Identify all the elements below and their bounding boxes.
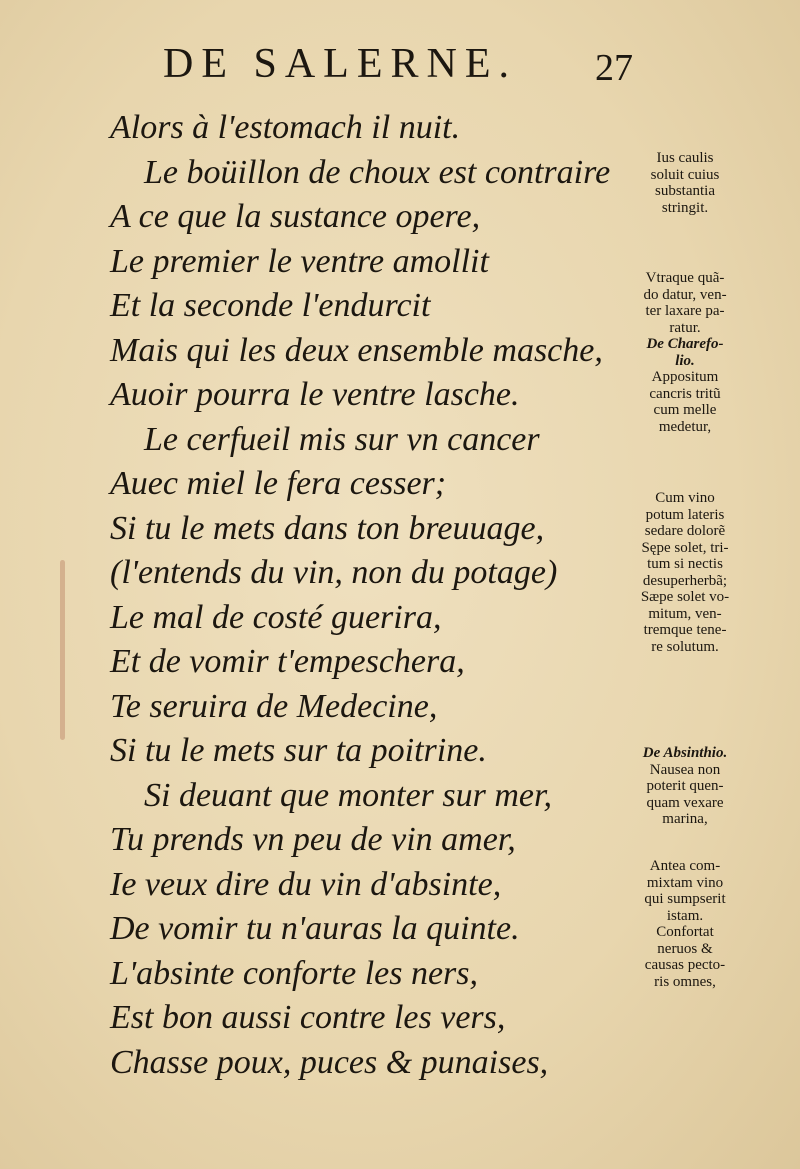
margin-note-line: cum melle [653, 402, 717, 418]
verse-line: (l'entends du vin, non du potage) [110, 554, 558, 591]
margin-note-line: soluit cuius [650, 166, 720, 183]
page-stain [60, 560, 65, 740]
verse-line: Le boüillon de choux est contraire [144, 153, 611, 191]
margin-note-line: istam. [666, 907, 704, 924]
margin-note [610, 270, 760, 435]
margin-note-line: ter laxare pa- [645, 303, 725, 319]
margin-note-line: substantia [655, 183, 715, 199]
margin-note-line: stringit. [661, 199, 709, 216]
verse-line: Chasse poux, puces & punaises, [110, 1043, 549, 1081]
margin-note-line: ris omnes, [654, 973, 716, 990]
verse-line: Le mal de costé guerira, [110, 598, 442, 636]
margin-note [610, 858, 760, 990]
verse-line: Le cerfueil mis sur vn cancer [144, 420, 540, 458]
verse-line: Et la seconde l'endurcit [110, 287, 431, 324]
margin-note-line: re solutum. [651, 638, 719, 655]
margin-note-line: potum lateris [645, 506, 725, 523]
margin-note-line: De Charefo- [646, 336, 724, 352]
verse-line: Et de vomir t'empeschera, [110, 643, 465, 680]
margin-note-line: do datur, ven- [643, 286, 727, 303]
verse-line: Mais qui les deux ensemble masche, [110, 331, 603, 369]
margin-note-line: De Absinthio. [642, 745, 728, 761]
verse-line: Te seruira de Medecine, [110, 687, 438, 725]
margin-note-line: mitum, ven- [648, 605, 722, 622]
verse-line: Auoir pourra le ventre lasche. [110, 376, 520, 413]
verse-line: A ce que la sustance opere, [110, 198, 481, 235]
margin-note [610, 745, 760, 828]
margin-note-line: qui sumpserit [644, 891, 726, 907]
margin-note-line: Nausea non [649, 761, 721, 778]
margin-note-line: cancris tritũ [649, 385, 721, 402]
margin-note-line: tremque tene- [643, 622, 727, 638]
margin-note-line: Vtraque quã- [645, 270, 725, 286]
margin-note [610, 490, 760, 655]
verse-line: L'absinte conforte les ners, [110, 954, 479, 992]
margin-note-line: ratur. [669, 319, 701, 336]
margin-note-line: quam vexare [646, 794, 724, 811]
margin-note-line: tum si nectis [647, 556, 723, 572]
margin-note [610, 150, 760, 216]
page-number: 27 [595, 47, 633, 89]
margin-note-line: causas pecto- [644, 957, 726, 973]
margin-note-line: Confortat [656, 924, 714, 940]
margin-note-line: Sæpe solet vo- [640, 589, 730, 605]
margin-note-line: mixtam vino [646, 874, 724, 891]
verse-line: Si tu le mets dans ton breuuage, [110, 509, 545, 547]
margin-note-line: neruos & [657, 940, 713, 957]
margin-note-line: desuperherbã; [642, 572, 728, 589]
margin-note-line: medetur, [658, 418, 712, 435]
verse-line: Le premier le ventre amollit [110, 242, 489, 280]
verse-line: De vomir tu n'auras la quinte. [110, 910, 520, 947]
margin-note-line: sedare dolorẽ [644, 523, 726, 539]
verse-line: Auec miel le fera cesser; [110, 465, 447, 502]
margin-note-line: marina, [662, 811, 708, 827]
verse-line: Est bon aussi contre les vers, [110, 999, 506, 1036]
margin-note-line: Antea com- [649, 858, 721, 874]
margin-note-line: lio. [675, 352, 695, 369]
running-header: DE SALERNE. [163, 41, 517, 87]
margin-note-line: Appositum [651, 369, 719, 385]
verse-line: Si tu le mets sur ta poitrine. [110, 732, 487, 769]
verse-text [110, 106, 611, 1085]
margin-note-line: poterit quen- [646, 778, 724, 794]
verse-line: Tu prends vn peu de vin amer, [110, 821, 516, 858]
margin-note-line: Cum vino [655, 490, 715, 506]
verse-line: Ie veux dire du vin d'absinte, [110, 865, 502, 903]
margin-note-line: Sępe solet, tri- [641, 539, 729, 556]
margin-note-line: Ius caulis [656, 150, 714, 166]
verse-line: Alors à l'estomach il nuit. [110, 109, 461, 146]
verse-line: Si deuant que monter sur mer, [144, 776, 552, 814]
